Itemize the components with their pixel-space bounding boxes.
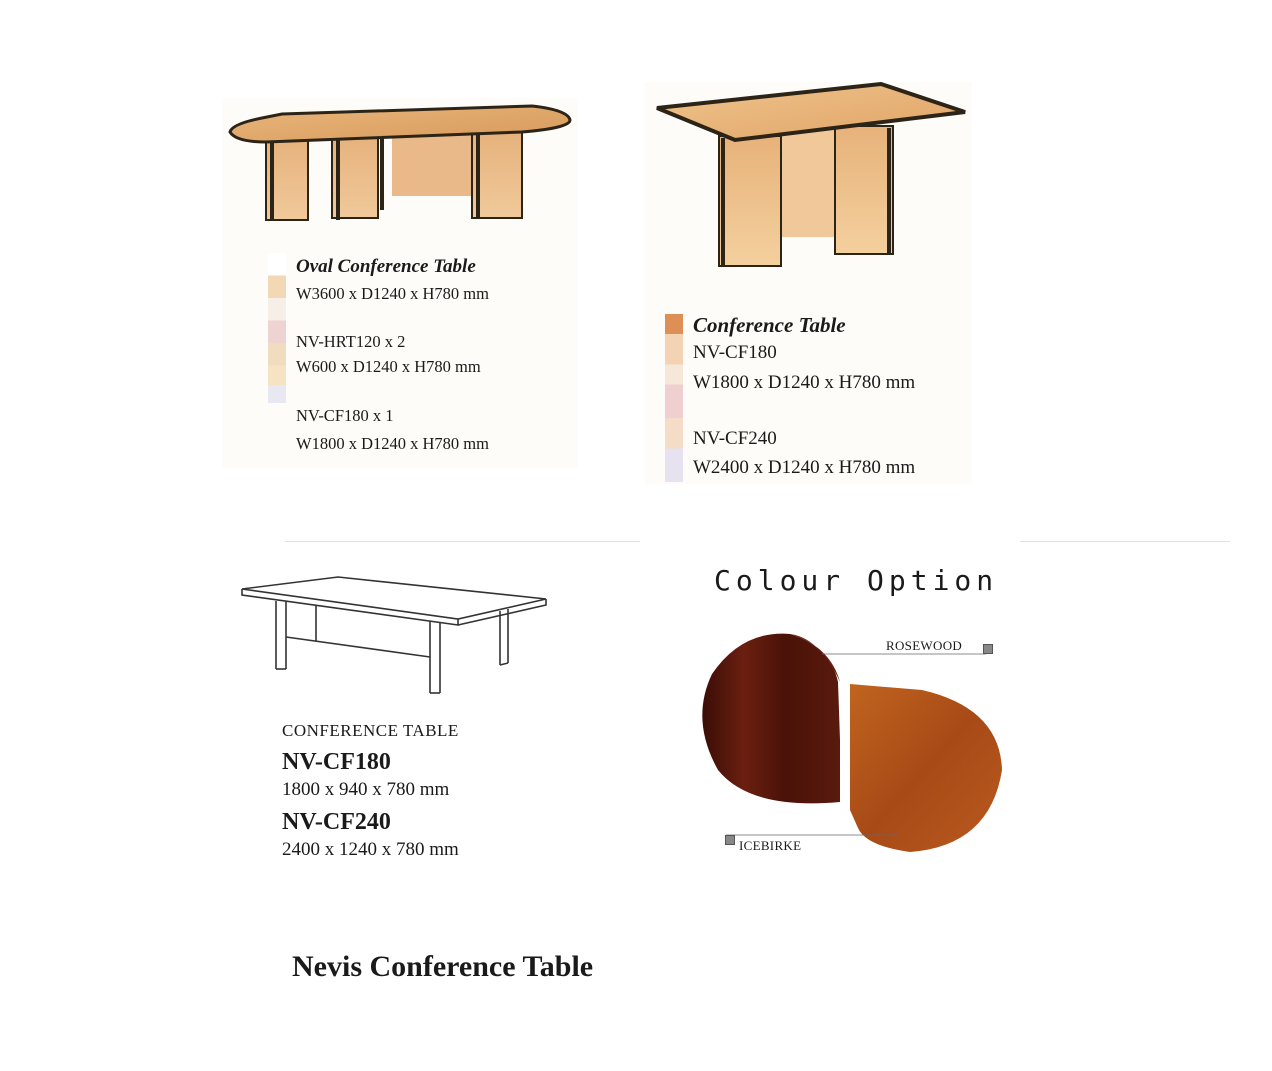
oval-table-image bbox=[222, 98, 578, 248]
oval-part1-code: NV-HRT120 x 2 bbox=[296, 332, 406, 351]
rosewood-swatch bbox=[702, 634, 840, 804]
colour-option-heading: Colour Option bbox=[714, 564, 999, 597]
colour-swatch-shapes bbox=[690, 620, 1010, 870]
rosewood-label: ROSEWOOD bbox=[886, 638, 963, 653]
rect-table-image bbox=[645, 82, 972, 272]
icebirke-label: ICEBIRKE bbox=[739, 838, 802, 853]
icebirke-swatch bbox=[850, 684, 1002, 852]
oval-part1-size: W600 x D1240 x H780 mm bbox=[296, 357, 481, 376]
line-drawing-label: CONFERENCE TABLE bbox=[282, 721, 459, 740]
swatch-strip bbox=[268, 253, 286, 403]
swatch-strip bbox=[665, 314, 683, 482]
page-title: Nevis Conference Table bbox=[292, 950, 594, 983]
colour-option-panel bbox=[690, 560, 1010, 870]
rect-model2-code: NV-CF240 bbox=[693, 428, 777, 449]
line-drawing-panel bbox=[230, 565, 560, 875]
oval-table-panel bbox=[222, 98, 578, 468]
line-model2-size: 2400 x 1240 x 780 mm bbox=[282, 839, 459, 860]
divider-left bbox=[285, 541, 640, 542]
oval-part2-code: NV-CF180 x 1 bbox=[296, 406, 394, 425]
line-model2-code: NV-CF240 bbox=[282, 809, 391, 835]
line-model1-code: NV-CF180 bbox=[282, 749, 391, 775]
rect-table-title: Conference Table bbox=[693, 313, 846, 337]
rect-table-panel bbox=[645, 82, 972, 484]
rect-model1-size: W1800 x D1240 x H780 mm bbox=[693, 372, 916, 393]
oval-part2-size: W1800 x D1240 x H780 mm bbox=[296, 434, 489, 453]
rect-model1-code: NV-CF180 bbox=[693, 342, 777, 363]
rect-model2-size: W2400 x D1240 x H780 mm bbox=[693, 457, 916, 478]
line-model1-size: 1800 x 940 x 780 mm bbox=[282, 779, 450, 800]
oval-table-title: Oval Conference Table bbox=[296, 256, 476, 277]
rosewood-marker bbox=[983, 644, 993, 654]
divider-right bbox=[1020, 541, 1230, 542]
icebirke-marker bbox=[725, 835, 735, 845]
oval-table-size: W3600 x D1240 x H780 mm bbox=[296, 284, 489, 303]
table-line-drawing bbox=[230, 565, 560, 705]
